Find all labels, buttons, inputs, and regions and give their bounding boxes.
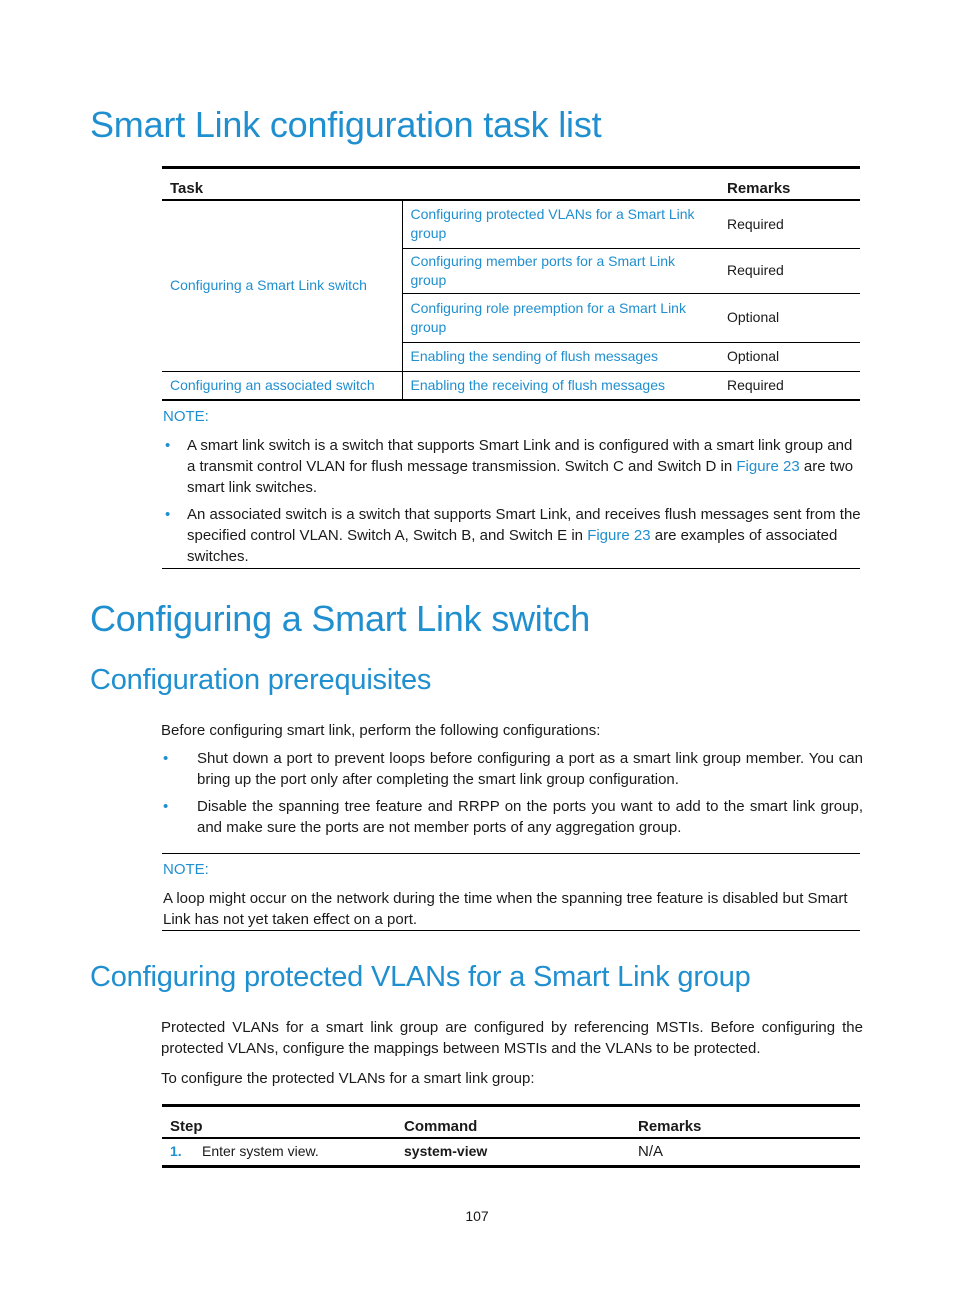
table-row	[162, 371, 860, 400]
header-blank	[402, 169, 719, 200]
remarks-cell: N/A	[638, 1143, 664, 1161]
remarks-cell: Required	[727, 262, 784, 278]
subtask-cell	[402, 342, 719, 371]
note-bottom-rule	[162, 930, 860, 931]
task-table-header	[162, 169, 860, 200]
subtask-link[interactable]: Configuring role preemption for a Smart Link group	[410, 299, 686, 335]
note-text: are examples of associated switches.	[187, 527, 838, 565]
remarks-cell: Optional	[727, 309, 780, 325]
note-label: NOTE:	[163, 408, 209, 425]
step-number: 1.	[170, 1143, 182, 1160]
note-text: A loop might occur on the network during the time when the spanning tree feature is disabled but Smart Link has not yet taken effect on a port.	[163, 890, 848, 928]
table-row	[162, 200, 860, 248]
task-link-associated-switch[interactable]: Configuring an associated switch	[170, 376, 375, 393]
task-link-smart-link-switch[interactable]: Configuring a Smart Link switch	[170, 277, 367, 294]
remarks-cell: Required	[727, 215, 784, 232]
header-task: Task	[170, 180, 204, 197]
section-title-vlans: Configuring protected VLANs for a Smart Link group	[90, 961, 751, 993]
subtask-link[interactable]: Configuring member ports for a Smart Link group	[410, 252, 676, 288]
vlans-paragraph: Protected VLANs for a smart link group are configured by referencing MSTIs. Before configuring the protected VLANs, configure the mappings between MSTIs and the VLANs to be protected.	[161, 1019, 863, 1057]
page-number: 107	[465, 1208, 489, 1224]
note-label: NOTE:	[163, 861, 209, 878]
figure-link[interactable]: Figure 23	[736, 458, 800, 475]
prereq-bullets	[161, 748, 863, 838]
step-cell	[162, 1138, 396, 1166]
section-title-switch: Configuring a Smart Link switch	[90, 598, 591, 639]
subtask-cell	[402, 293, 719, 342]
note-text: are two smart link switches.	[187, 458, 854, 496]
header-command: Command	[404, 1118, 478, 1135]
command-cell: system-view	[404, 1143, 488, 1160]
figure-link[interactable]: Figure 23	[587, 527, 651, 544]
step-desc: Enter system view.	[202, 1143, 319, 1160]
task-cell-associated	[162, 371, 402, 400]
note-text: A smart link switch is a switch that supports Smart Link and is configured with a smart link group and a transmit control VLAN for flush message transmission. Switch C and Switch D in	[187, 437, 853, 475]
task-table	[162, 169, 860, 401]
table-row	[162, 1138, 860, 1166]
subtask-link[interactable]: Configuring protected VLANs for a Smart Link group	[410, 206, 695, 242]
header-remarks: Remarks	[727, 180, 791, 197]
header-step: Step	[170, 1118, 203, 1135]
note-top-rule	[162, 853, 860, 854]
remarks-cell: Required	[727, 376, 784, 393]
note-bullets	[163, 435, 861, 567]
step-table	[162, 1107, 860, 1168]
header-remarks: Remarks	[638, 1118, 702, 1135]
prereq-block	[161, 720, 863, 844]
subtask-cell	[402, 371, 719, 400]
list-item: • Shut down a port to prevent loops before configuring a port as a smart link group member. You can bring up the port only after completing the smart link group configuration.	[161, 748, 863, 790]
subtask-link[interactable]: Enabling the receiving of flush messages	[410, 376, 665, 393]
vlans-intro: To configure the protected VLANs for a smart link group:	[161, 1070, 535, 1087]
note-bottom-rule	[162, 568, 860, 569]
prereq-intro: Before configuring smart link, perform the following configurations:	[161, 722, 601, 739]
note-text: An associated switch is a switch that supports Smart Link, and receives flush messages sent from the specified control VLAN. Switch A, Switch B, and Switch E in	[187, 506, 861, 544]
list-item: • Disable the spanning tree feature and RRPP on the ports you want to add to the smart link group, and make sure the ports are not member ports of any aggregation group.	[161, 796, 863, 838]
subtask-cell	[402, 200, 719, 248]
section-title-task-list: Smart Link configuration task list	[90, 104, 602, 145]
subtask-link[interactable]: Enabling the sending of flush messages	[410, 348, 658, 364]
section-title-prereq: Configuration prerequisites	[90, 664, 432, 696]
note-box-2	[163, 859, 861, 930]
subtask-cell	[402, 248, 719, 293]
step-table-header	[162, 1107, 860, 1138]
note-box-1	[163, 406, 861, 573]
note-top-rule	[162, 400, 860, 401]
list-item	[163, 435, 861, 498]
remarks-cell: Optional	[727, 348, 780, 364]
list-item	[163, 504, 861, 567]
task-cell-switch	[162, 200, 402, 371]
